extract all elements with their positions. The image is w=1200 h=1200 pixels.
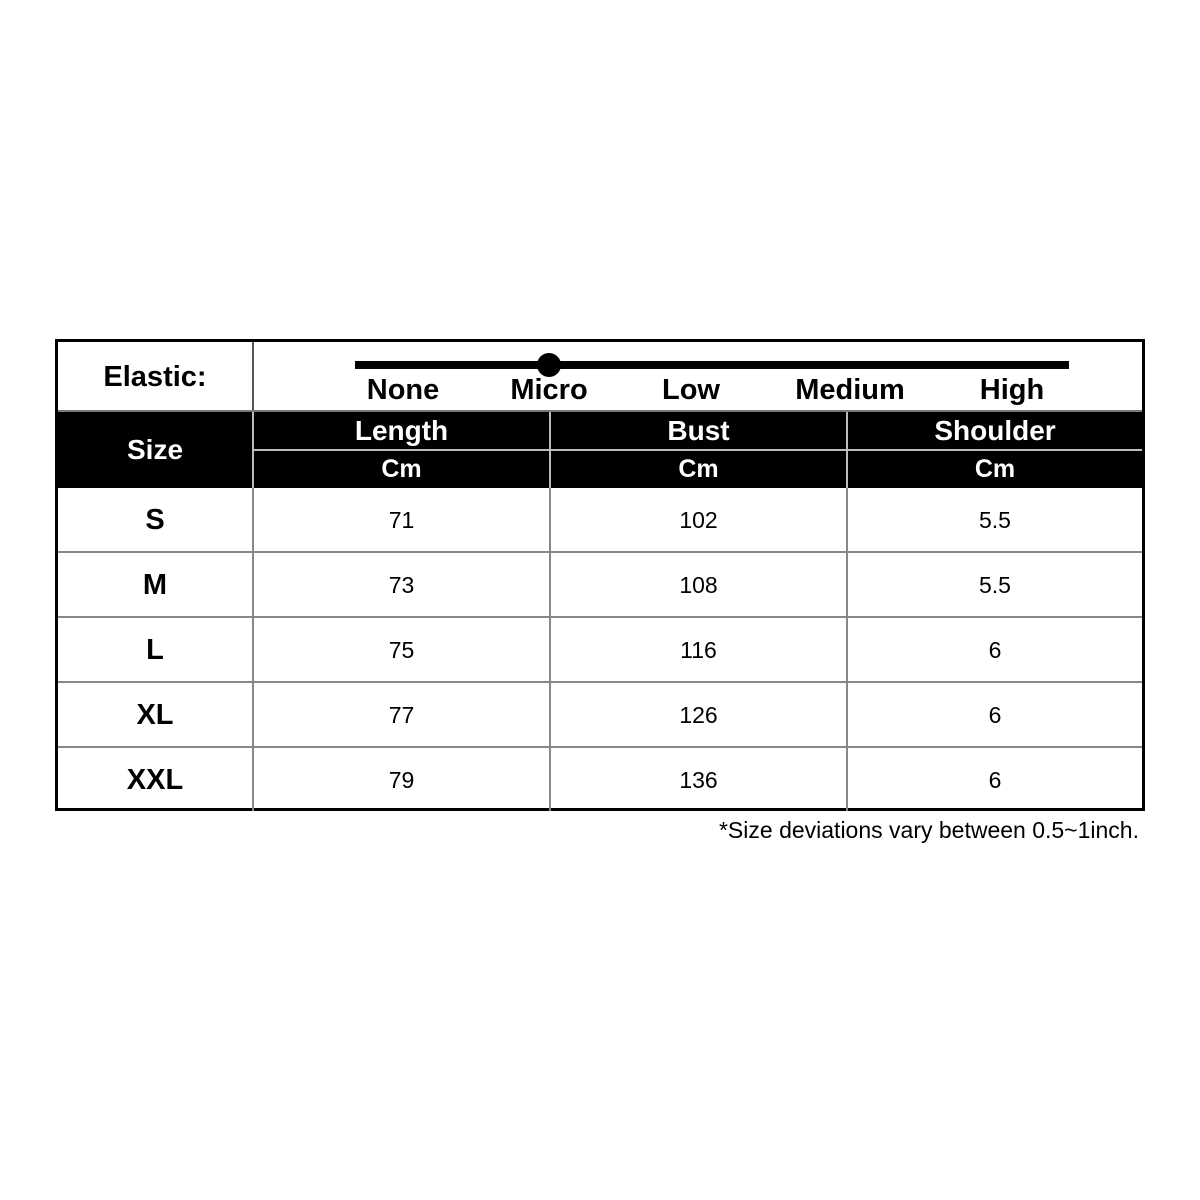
header-shoulder-unit: Cm <box>974 455 1016 483</box>
table-row <box>58 683 1142 748</box>
row-size: XXL <box>126 764 184 796</box>
row-shoulder: 5.5 <box>979 507 1011 533</box>
row-bust: 108 <box>679 572 718 598</box>
row-bust: 136 <box>679 767 718 793</box>
row-shoulder: 6 <box>988 767 1002 793</box>
table-row <box>58 488 1142 553</box>
elastic-option-low: Low <box>662 374 720 406</box>
row-shoulder: 5.5 <box>979 572 1011 598</box>
header-size: Size <box>126 434 184 465</box>
row-shoulder: 6 <box>988 637 1002 663</box>
table-row <box>58 553 1142 618</box>
row-length: 75 <box>388 637 415 663</box>
row-size: L <box>146 634 164 666</box>
elastic-option-high: High <box>979 374 1045 406</box>
elastic-option-micro: Micro <box>510 374 588 406</box>
row-size: M <box>142 569 168 601</box>
elastic-option-none: None <box>366 374 440 406</box>
elastic-label: Elastic: <box>103 360 207 393</box>
row-bust: 126 <box>679 702 718 728</box>
row-length: 77 <box>388 702 415 728</box>
header-shoulder: Shoulder <box>934 415 1056 446</box>
row-size: XL <box>136 699 174 731</box>
size-deviation-note: *Size deviations vary between 0.5~1inch. <box>718 817 1139 843</box>
header-bust: Bust <box>667 415 730 446</box>
elastic-divider <box>252 342 254 412</box>
header-bust-unit: Cm <box>678 455 719 483</box>
header-length: Length <box>354 415 449 446</box>
header-length-unit: Cm <box>381 455 422 483</box>
row-shoulder: 6 <box>988 702 1002 728</box>
elastic-scale-track <box>355 361 1069 369</box>
row-size: S <box>145 504 165 536</box>
table-row <box>58 748 1142 813</box>
row-bust: 116 <box>680 637 717 663</box>
table-header <box>58 412 1142 488</box>
elastic-option-medium: Medium <box>795 374 905 406</box>
size-chart <box>55 339 1145 811</box>
table-row <box>58 618 1142 683</box>
row-bust: 102 <box>679 507 718 533</box>
row-length: 79 <box>388 767 415 793</box>
row-length: 71 <box>388 507 415 533</box>
row-length: 73 <box>388 572 415 598</box>
